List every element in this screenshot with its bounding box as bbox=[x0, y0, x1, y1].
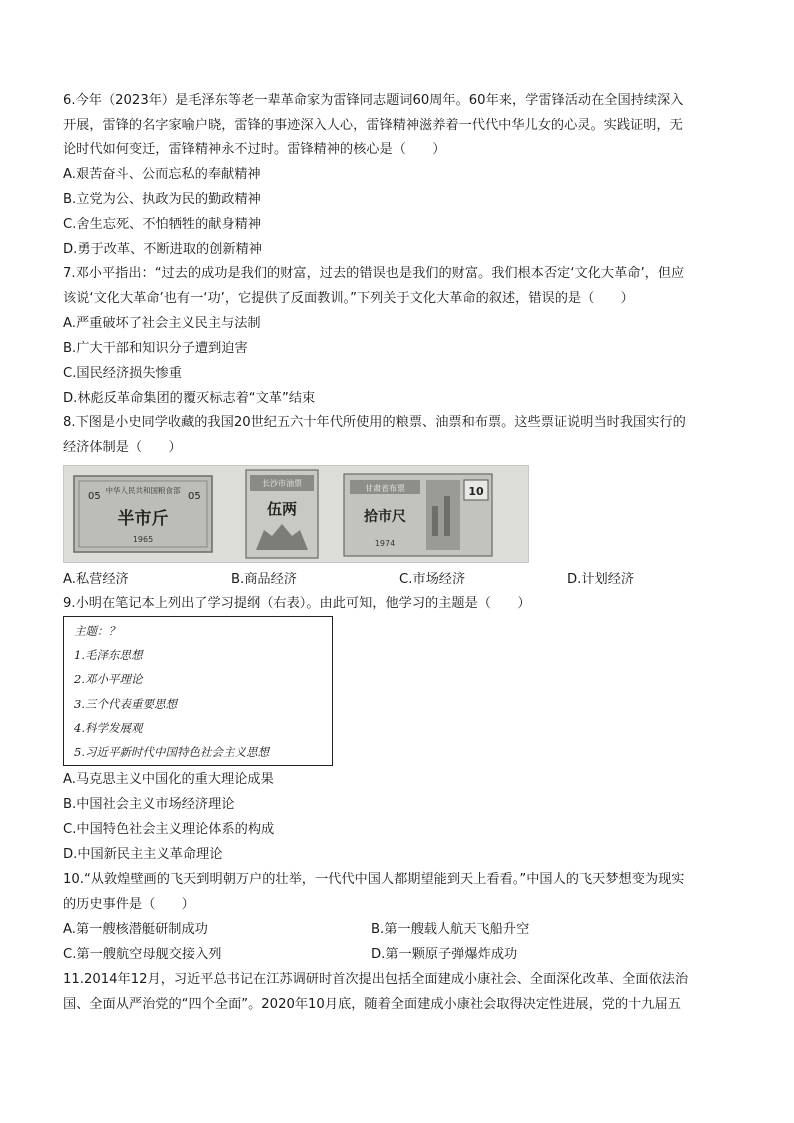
q8-option-d: D.计划经济 bbox=[567, 572, 635, 587]
cloth-coupon bbox=[344, 474, 492, 556]
q10-option-d: D.第一颗原子弹爆炸成功 bbox=[371, 947, 518, 962]
oil-coupon-main: 伍两 bbox=[266, 500, 298, 518]
grain-coupon bbox=[74, 476, 212, 552]
grain-coupon-num-left: 05 bbox=[88, 491, 101, 502]
q6-option-d: D.勇于改革、不断进取的创新精神 bbox=[63, 242, 262, 257]
q9-option-c: C.中国特色社会主义理论体系的构成 bbox=[63, 822, 275, 837]
outline-item-2: 2.邓小平理论 bbox=[74, 672, 143, 686]
q10-option-b: B.第一艘载人航天飞船升空 bbox=[371, 922, 530, 937]
q10-option-a: A.第一艘核潜艇研制成功 bbox=[63, 922, 208, 937]
outline-item-5: 5.习近平新时代中国特色社会主义思想 bbox=[74, 745, 269, 759]
q6-stem-line-2: 开展，雷锋的名字家喻户晓，雷锋的事迹深入人心，雷锋精神滋养着一代代中华儿女的心灵。实践证明，无 bbox=[63, 118, 683, 133]
grain-coupon-year: 1965 bbox=[132, 535, 154, 544]
q10-option-c: C.第一艘航空母舰交接入列 bbox=[63, 947, 222, 962]
ration-coupons-illustration bbox=[64, 466, 528, 562]
q8-stem-line-1: 8.下图是小史同学收藏的我国20世纪五六十年代所使用的粮票、油票和布票。这些票证说明当时我国实行的 bbox=[63, 415, 686, 430]
grain-coupon-main: 半市斤 bbox=[117, 509, 169, 529]
q6-option-c: C.舍生忘死、不怕牺牲的献身精神 bbox=[63, 217, 262, 232]
q11-stem-line-1: 11.2014年12月，习近平总书记在江苏调研时首次提出包括全面建成小康社会、全面深化改革、全面依法治 bbox=[63, 972, 689, 987]
q6-option-a: A.艰苦奋斗、公而忘私的奉献精神 bbox=[63, 167, 261, 182]
q8-option-a: A.私营经济 bbox=[63, 572, 129, 587]
q7-stem-line-1: 7.邓小平指出：“过去的成功是我们的财富，过去的错误也是我们的财富。我们根本否定‘文化大革命’，但应 bbox=[63, 266, 685, 281]
q10-stem-line-2: 的历史事件是（ ） bbox=[63, 897, 195, 912]
oil-coupon-top: 长沙市油票 bbox=[262, 479, 302, 488]
q8-option-b: B.商品经济 bbox=[231, 572, 297, 587]
q11-stem-line-2: 国、全面从严治党的“四个全面”。2020年10月底，随着全面建成小康社会取得决定性进展，党的十九届五 bbox=[63, 997, 681, 1012]
cloth-coupon-main: 拾市尺 bbox=[364, 509, 406, 525]
oil-coupon bbox=[246, 470, 318, 558]
q6-option-b: B.立党为公、执政为民的勤政精神 bbox=[63, 192, 261, 207]
grain-coupon-top: 中华人民共和国粮食部 bbox=[105, 486, 181, 495]
outline-item-4: 4.科学发展观 bbox=[74, 721, 143, 735]
study-outline-box bbox=[63, 616, 333, 766]
cloth-coupon-year: 1974 bbox=[374, 539, 396, 548]
q6-stem-line-3: 论时代如何变迁，雷锋精神永不过时。雷锋精神的核心是（ ） bbox=[63, 142, 446, 157]
q8-option-c: C.市场经济 bbox=[399, 572, 466, 587]
cloth-coupon-num: 10 bbox=[468, 485, 484, 498]
q7-option-d: D.林彪反革命集团的覆灭标志着“文革”结束 bbox=[63, 391, 316, 406]
q9-option-b: B.中国社会主义市场经济理论 bbox=[63, 797, 235, 812]
q7-option-a: A.严重破坏了社会主义民主与法制 bbox=[63, 316, 261, 331]
q7-stem-line-2: 该说‘文化大革命’也有一‘功’，它提供了反面教训。”下列关于文化大革命的叙述，错误的是（ ） bbox=[63, 291, 634, 306]
outline-title: 主题：？ bbox=[74, 624, 120, 638]
q9-option-a: A.马克思主义中国化的重大理论成果 bbox=[63, 772, 274, 787]
outline-item-3: 3.三个代表重要思想 bbox=[74, 697, 177, 711]
q6-stem-line-1: 6.今年（2023年）是毛泽东等老一辈革命家为雷锋同志题词60周年。60年来，学雷锋活动在全国持续深入 bbox=[63, 93, 684, 108]
ration-coupons-image bbox=[63, 465, 529, 563]
q7-option-b: B.广大干部和知识分子遭到迫害 bbox=[63, 341, 248, 356]
q7-option-c: C.国民经济损失惨重 bbox=[63, 366, 182, 381]
factory-picture bbox=[426, 480, 460, 550]
q9-stem: 9.小明在笔记本上列出了学习提纲（右表）。由此可知，他学习的主题是（ ） bbox=[63, 596, 531, 611]
q10-stem-line-1: 10.“从敦煌壁画的飞天到明朝万户的壮举，一代代中国人都期望能到天上看看。”中国人的飞天梦想变为现实 bbox=[63, 872, 685, 887]
q8-stem-line-2: 经济体制是（ ） bbox=[63, 440, 182, 455]
grain-coupon-num-right: 05 bbox=[188, 491, 201, 502]
outline-item-1: 1.毛泽东思想 bbox=[74, 648, 143, 662]
cloth-coupon-top: 甘肃省布票 bbox=[365, 484, 405, 493]
q9-option-d: D.中国新民主主义革命理论 bbox=[63, 847, 223, 862]
